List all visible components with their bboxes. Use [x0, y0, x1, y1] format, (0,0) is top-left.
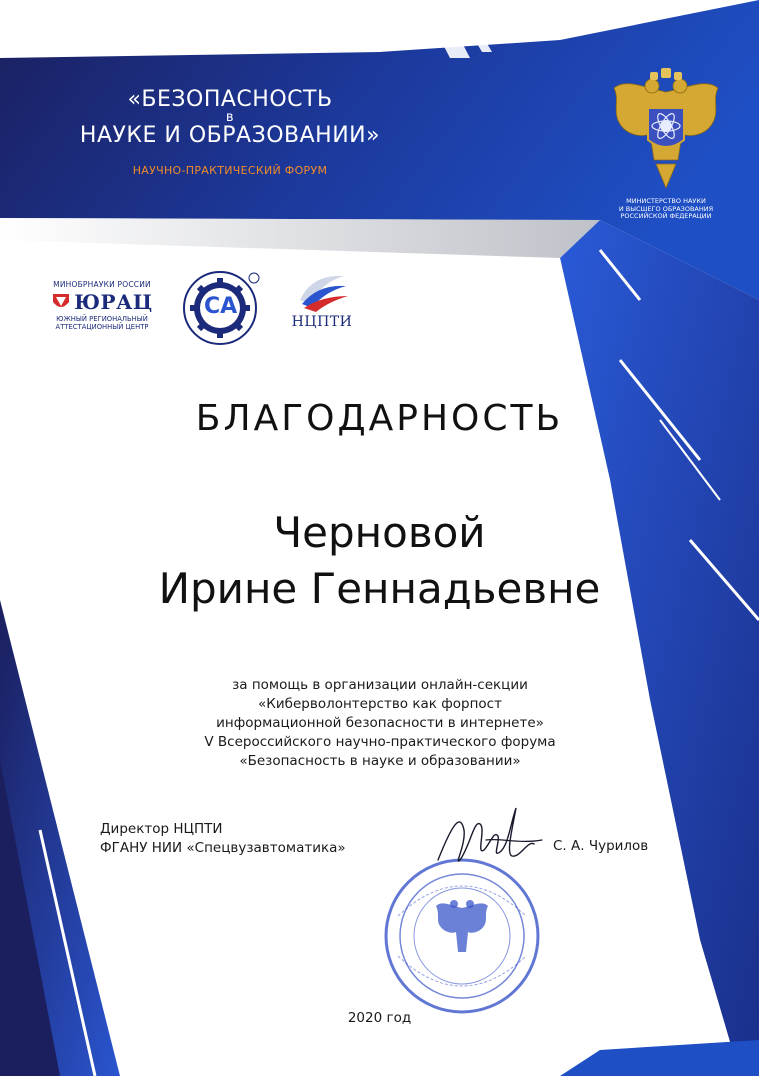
ncpti-swoosh-icon — [292, 270, 352, 314]
sa-letters: СА — [204, 294, 238, 319]
ministry-caption — [606, 198, 726, 221]
forum-title — [30, 88, 430, 148]
ncpti-logo — [284, 270, 360, 330]
signer-name: С. А. Чурилов — [553, 838, 649, 854]
yurats-bottom1: ЮЖНЫЙ РЕГИОНАЛЬНЫЙ — [56, 315, 148, 323]
yurats-top-text: МИНОБРНАУКИ РОССИИ — [53, 280, 151, 289]
forum-title-in: в — [225, 110, 235, 125]
signer-role — [100, 820, 346, 858]
signer-role-line1: Директор НЦПТИ — [100, 821, 223, 837]
forum-title-line2: НАУКЕ И ОБРАЗОВАНИИ» — [79, 123, 381, 148]
specvuzavtomatika-logo — [180, 266, 264, 350]
yurats-name: ЮРАЦ — [74, 290, 153, 314]
forum-subtitle: НАУЧНО-ПРАКТИЧЕСКИЙ ФОРУМ — [132, 164, 328, 177]
ministry-line3: РОССИЙСКОЙ ФЕДЕРАЦИИ — [620, 212, 712, 220]
reason-line: «Киберволонтерство как форпост — [258, 696, 502, 712]
ministry-line2: И ВЫСШЕГО ОБРАЗОВАНИЯ — [618, 204, 714, 213]
recipient-name-line1: Черновой — [273, 508, 486, 557]
header-shadow — [0, 218, 600, 258]
yurats-logo — [44, 280, 160, 331]
recipient-name-line2: Ирине Геннадьевне — [158, 564, 601, 613]
forum-title-line1: «БЕЗОПАСНОСТЬ — [127, 87, 333, 112]
signer-role-line2: ФГАНУ НИИ «Спецвузавтоматика» — [100, 840, 346, 856]
certificate-heading: БЛАГОДАРНОСТЬ — [195, 398, 564, 439]
reason-line: информационной безопасности в интернете» — [216, 715, 544, 731]
yurats-bottom2: АТТЕСТАЦИОННЫЙ ЦЕНТР — [55, 323, 149, 331]
recipient-name — [0, 505, 759, 617]
reason-line: за помощь в организации онлайн-секции — [232, 677, 528, 693]
ncpti-name: НЦПТИ — [291, 314, 353, 330]
reason-line: V Всероссийского научно-практического форума — [204, 734, 556, 750]
yurats-shield-icon — [51, 292, 71, 312]
reason-text — [150, 676, 610, 771]
reason-line: «Безопасность в науке и образовании» — [239, 753, 521, 769]
handwritten-signature-icon — [430, 800, 550, 880]
ministry-line1: МИНИСТЕРСТВО НАУКИ — [626, 197, 706, 205]
issue-year: 2020 год — [347, 1010, 412, 1026]
ministry-eagle-emblem-icon — [606, 68, 726, 196]
